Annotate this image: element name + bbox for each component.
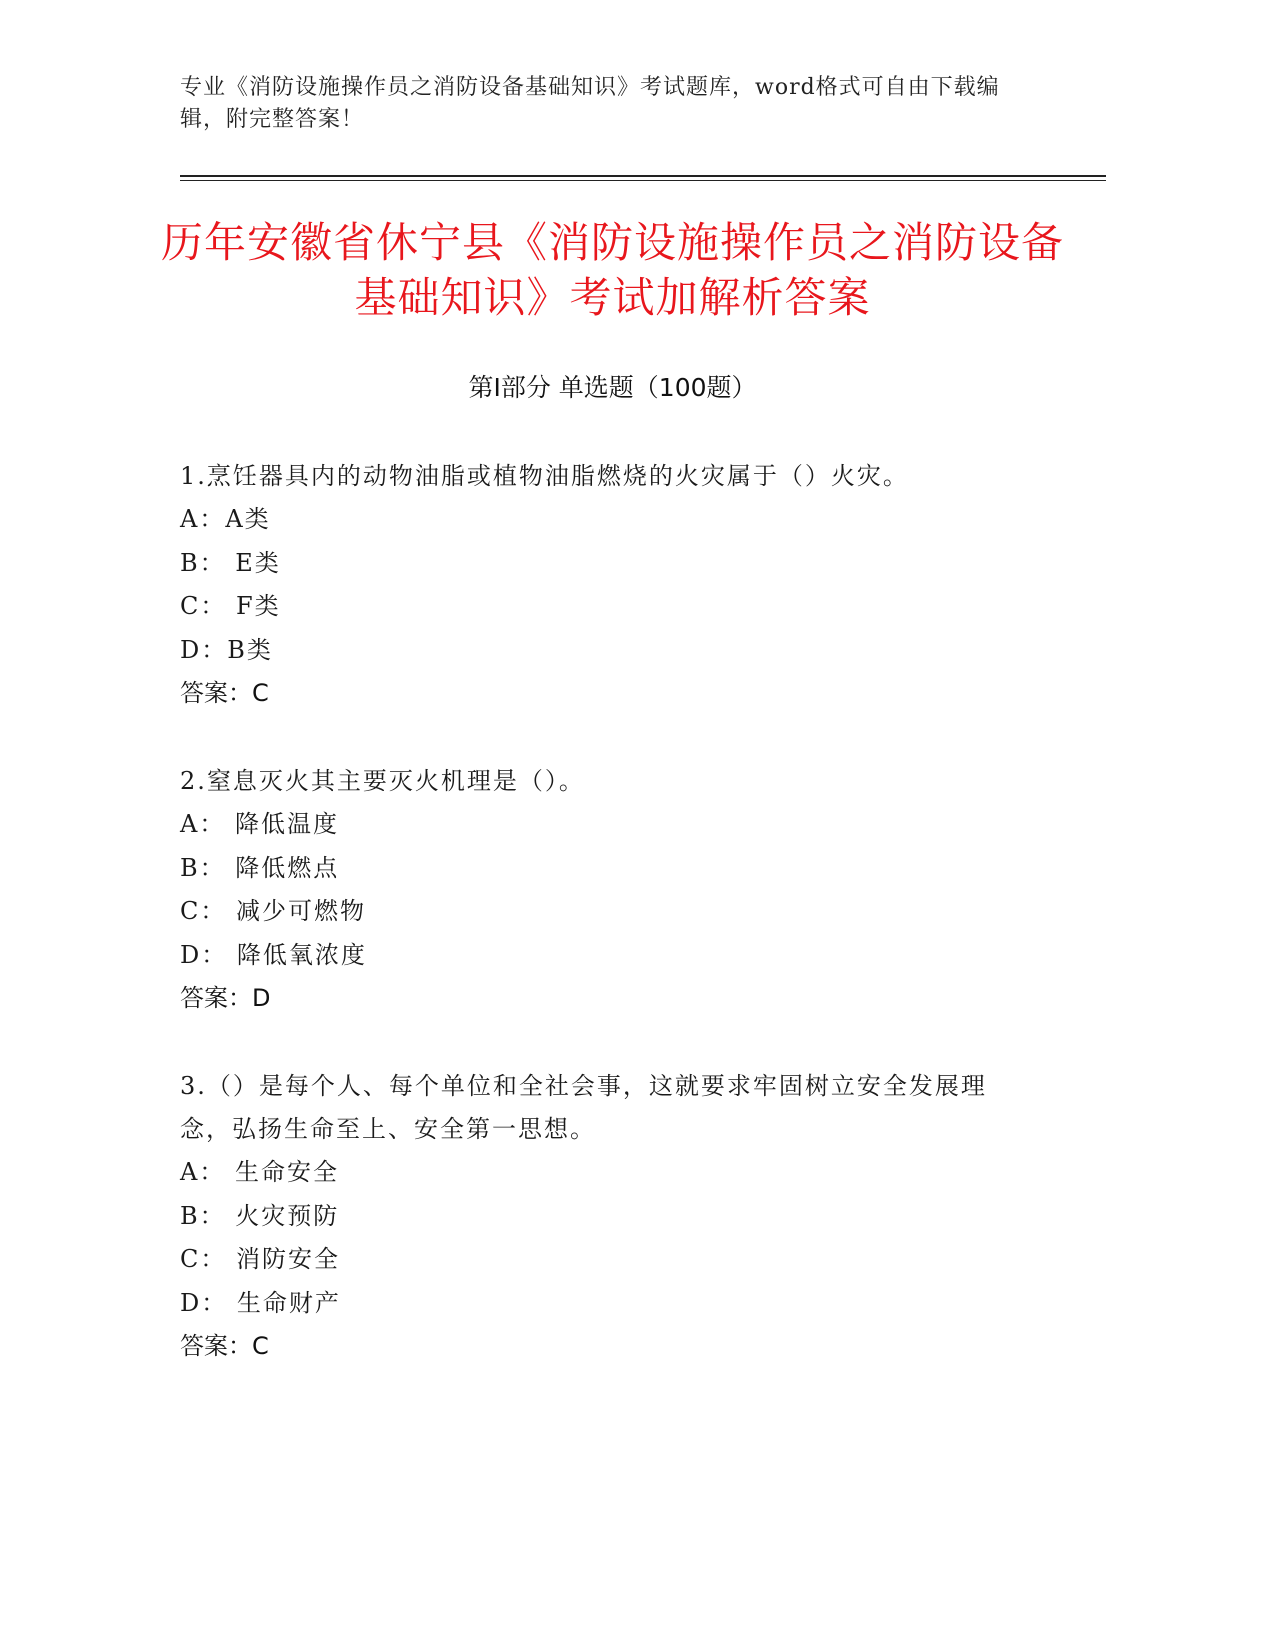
document-title: 历年安徽省休宁县《消防设施操作员之消防设备基础知识》考试加解析答案 [160, 218, 1064, 322]
option-b: B： 火灾预防 [180, 1201, 340, 1230]
question-list [180, 455, 1030, 1413]
answer-text: 答案：C [180, 679, 269, 707]
answer-text: 答案：C [180, 1332, 269, 1360]
option-a: A： 降低温度 [180, 810, 339, 838]
option-d: D： 生命财产 [180, 1288, 341, 1317]
question-2 [180, 760, 1030, 1020]
option-c: C： 减少可燃物 [180, 897, 366, 925]
answer-text: 答案：D [180, 984, 271, 1012]
option-a: A：A类 [180, 505, 271, 533]
option-b: B： 降低燃点 [180, 853, 340, 882]
section-title: 第Ⅰ部分 单选题（100题） [468, 373, 757, 402]
option-c: C： 消防安全 [180, 1245, 340, 1273]
header-divider-thin [180, 180, 1106, 181]
option-a: A： 生命安全 [180, 1158, 339, 1186]
question-1 [180, 455, 1030, 715]
question-3 [180, 1065, 1030, 1368]
option-c: C： F类 [180, 592, 281, 620]
header-note: 专业《消防设施操作员之消防设备基础知识》考试题库，word格式可自由下载编辑，附完整答案！ [180, 75, 1000, 132]
question-stem: 1.烹饪器具内的动物油脂或植物油脂燃烧的火灾属于（）火灾。 [180, 462, 909, 490]
question-stem: 2.窒息灭火其主要灭火机理是（）。 [180, 767, 585, 795]
option-d: D： 降低氧浓度 [180, 940, 367, 969]
header-divider-thick [180, 175, 1106, 177]
option-d: D：B类 [180, 635, 273, 664]
option-b: B： E类 [180, 548, 281, 577]
question-stem: 3.（）是每个人、每个单位和全社会事，这就要求牢固树立安全发展理念，弘扬生命至上、安全第一思想。 [180, 1072, 987, 1143]
